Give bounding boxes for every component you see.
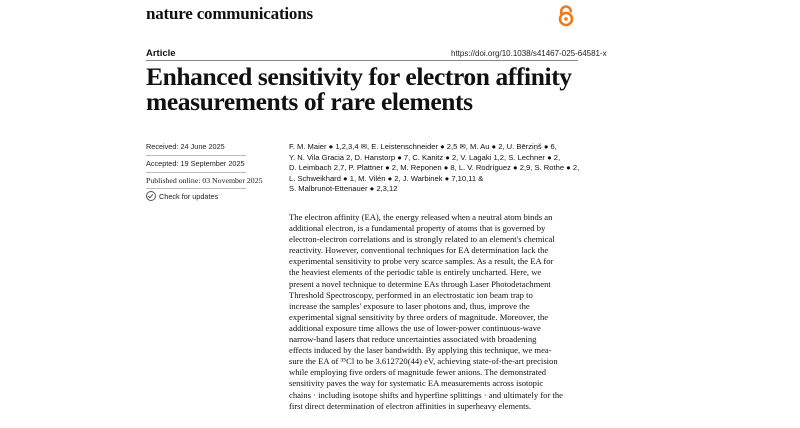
abstract-line: Threshold Spectroscopy, performed in an electrostatic ion beam trap to bbox=[289, 289, 533, 300]
abstract-line: The electron affinity (EA), the energy released when a neutral atom binds an bbox=[289, 212, 553, 222]
abstract-line: effects induced by the laser bandwidth. By applying this technique, we mea- bbox=[289, 345, 552, 356]
abstract-line: present a novel technique to determine EAs through Laser Photodetachment bbox=[289, 278, 551, 289]
accepted-date: Accepted: 19 September 2025 bbox=[146, 159, 245, 168]
abstract-line: increase the samples' exposure to laser photons and, thus, improve the bbox=[289, 300, 530, 311]
author-line[interactable]: D. Leimbach 2,7, P. Plattner ● 2, M. Reponen ● 8, L. V. Rodríguez ● 2,9, S. Rothe ● 2, bbox=[289, 163, 580, 172]
check-updates-icon bbox=[146, 191, 156, 201]
abstract-line: experimental signal sensitivity by three orders of magnitude. Moreover, the bbox=[289, 311, 549, 322]
abstract-line: additional exposure time allows the use of lower-power continuous-wave bbox=[289, 322, 541, 333]
abstract-line: sensitivity paves the way for systematic EA measurements across isotopic bbox=[289, 378, 544, 389]
author-line[interactable]: F. M. Maier ● 1,2,3,4 ✉, E. Leistenschneider ● 2,5 ✉, M. Au ● 2, U. Bērziņš ● 6, bbox=[289, 142, 557, 151]
author-line[interactable]: L. Schweikhard ● 1, M. Vilén ● 2, J. Warbinek ● 7,10,11 & bbox=[289, 173, 484, 183]
article-title bbox=[146, 64, 586, 114]
abstract-line: while employing five orders of magnitude fewer anions. The demonstrated bbox=[289, 367, 547, 378]
check-for-updates-button[interactable] bbox=[146, 191, 218, 201]
open-access-icon bbox=[557, 5, 575, 27]
doi-link[interactable]: https://doi.org/10.1038/s41467-025-64581-x bbox=[451, 49, 607, 58]
check-updates-label: Check for updates bbox=[159, 191, 219, 201]
journal-name[interactable]: nature communications bbox=[146, 4, 313, 23]
title-line: Enhanced sensitivity for electron affinity bbox=[146, 62, 572, 91]
meta-divider bbox=[146, 172, 246, 173]
meta-divider bbox=[146, 188, 246, 189]
abstract-line: chains · including isotope shifts and hyperfine splittings · and ultimately for the bbox=[289, 389, 563, 400]
abstract bbox=[289, 212, 585, 412]
abstract-line: electron-electron correlations and is strongly related to an element's chemical bbox=[289, 234, 555, 245]
title-line: measurements of rare elements bbox=[146, 87, 473, 116]
meta-divider bbox=[146, 155, 246, 156]
abstract-line: reactivity. However, conventional techniques for EA determination lack the bbox=[289, 245, 549, 256]
abstract-line: the heaviest elements of the periodic table is entirely uncharted. Here, we bbox=[289, 267, 542, 278]
abstract-line: first direct determination of electron affinities in superheavy elements. bbox=[289, 400, 532, 411]
abstract-line: experimental sensitivity to probe very scarce samples. As a result, the EA for bbox=[289, 256, 554, 267]
published-date: Published online: 03 November 2025 bbox=[146, 176, 263, 185]
abstract-line: narrow-band lasers that reduce uncertainties associated with broadening bbox=[289, 334, 537, 345]
abstract-line: additional electron, is a fundamental property of atoms that is governed by bbox=[289, 223, 546, 234]
author-list bbox=[289, 142, 589, 195]
received-date: Received: 24 June 2025 bbox=[146, 142, 225, 151]
article-type: Article bbox=[146, 48, 176, 59]
header-divider bbox=[146, 60, 578, 61]
abstract-line: sure the EA of ³⁵Cl to be 3.612720(44) eV, achieving state-of-the-art precision bbox=[289, 356, 558, 367]
author-line[interactable]: S. Malbrunot-Ettenauer ● 2,3,12 bbox=[289, 184, 398, 193]
author-line[interactable]: Y. N. Vila Gracia 2, D. Hanstorp ● 7, C. Kanitz ● 2, V. Lagaki 1,2, S. Lechner ● 2, bbox=[289, 152, 561, 162]
